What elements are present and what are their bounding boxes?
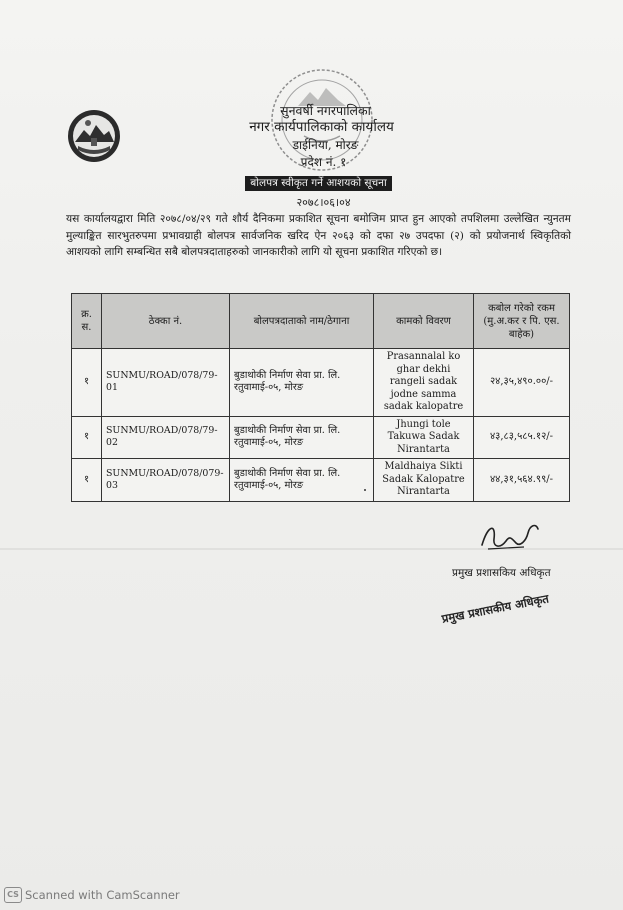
cell-amount: ४४,३१,५६४.९९/- — [474, 459, 570, 502]
cell-contract-no: SUNMU/ROAD/078/79-01 — [102, 349, 230, 417]
bid-acceptance-table — [71, 293, 570, 502]
scanner-watermark — [4, 887, 180, 903]
cell-contract-no: SUNMU/ROAD/078/79-02 — [102, 416, 230, 459]
stray-dot — [364, 489, 366, 491]
table-row — [72, 459, 570, 502]
notice-body: यस कार्यालयद्वारा मिति २०७८/०४/२९ गते शौर्य दैनिकमा प्रकाशित सूचना बमोजिम प्राप्त हुन आएको तपशिलमा उल्लेखित न्युनतम मुल्याङ्कित सारभुतरुपमा प्रभावग्राही बोलपत्र सार्वजनिक खरिद ऐन २०६३ को दफा २७ उपदफा (२) को प्रयोजनार्थ स्विकृतिको आशयको लागि सम्बन्धित सबै बोलपत्रदाताहरुको जानकारीको लागि यो सूचना प्रकाशित गरिएको छ। — [66, 213, 571, 258]
cell-amount: ४३,८३,५८५.१२/- — [474, 416, 570, 459]
notice-date: २०७८।०६।०४ — [296, 196, 351, 209]
cell-amount: २४,३५,४९०.००/- — [474, 349, 570, 417]
cell-work: Maldhaiya Sikti Sadak Kalopatre Nirantarta — [374, 459, 474, 502]
header-bidder: बोलपत्रदाताको नाम/ठेगाना — [230, 294, 374, 349]
cell-contract-no: SUNMU/ROAD/078/079-03 — [102, 459, 230, 502]
cell-sn: १ — [72, 349, 102, 417]
cell-sn: १ — [72, 459, 102, 502]
watermark-text: Scanned with CamScanner — [25, 888, 180, 902]
table-row — [72, 349, 570, 417]
header-sn: क्र. स. — [72, 294, 102, 349]
cell-bidder: बुडाथोकी निर्माण सेवा प्रा. लि. रतुवामाई-०५, मोरङ — [230, 416, 374, 459]
header-contract-no: ठेक्का नं. — [102, 294, 230, 349]
header-work: कामको विवरण — [374, 294, 474, 349]
designation-stamp: प्रमुख प्रशासकीय अधिकृत — [440, 591, 550, 626]
signer-title: प्रमुख प्रशासकिय अधिकृत — [452, 567, 551, 579]
header-amount: कबोल गरेको रकम (मु.अ.कर र पि. एस. बाहेक) — [474, 294, 570, 349]
cell-work: Prasannalal ko ghar dekhi rangeli sadak jodne samma sadak kalopatre — [374, 349, 474, 417]
signature-icon — [478, 515, 542, 555]
table-header-row — [72, 294, 570, 349]
cell-bidder: बुडाथोकी निर्माण सेवा प्रा. लि. रतुवामाई-०५, मोरङ — [230, 349, 374, 417]
office-location: डाईनिया, मोरङ — [292, 138, 359, 152]
cell-sn: १ — [72, 416, 102, 459]
municipality-name: सुनवर्षी नगरपालिका — [280, 103, 371, 118]
table-row — [72, 416, 570, 459]
cell-work: Jhungi tole Takuwa Sadak Nirantarta — [374, 416, 474, 459]
province-name: प्रदेश नं. १ — [300, 155, 347, 169]
notice-title: बोलपत्र स्वीकृत गर्ने आशयको सूचना — [245, 176, 392, 191]
cell-bidder: बुडाथोकी निर्माण सेवा प्रा. लि. रतुवामाई-०५, मोरङ — [230, 459, 374, 502]
camscanner-logo-icon: CS — [4, 887, 22, 903]
office-name: नगर कार्यपालिकाको कार्यालय — [249, 119, 394, 135]
